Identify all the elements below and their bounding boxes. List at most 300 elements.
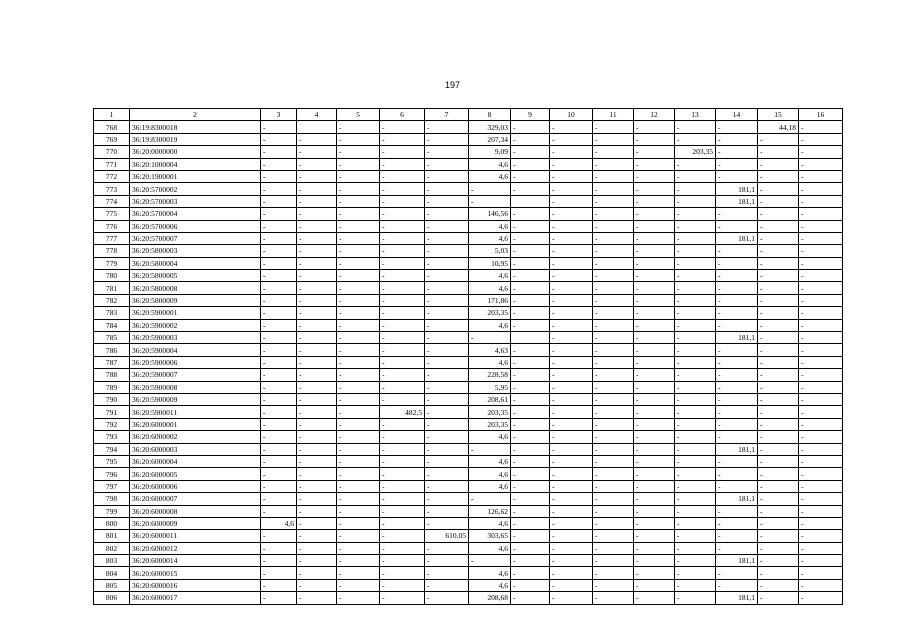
table-cell: - bbox=[550, 220, 593, 232]
column-header: 6 bbox=[380, 109, 425, 121]
row-number-cell: 804 bbox=[94, 567, 130, 579]
table-cell: - bbox=[261, 245, 297, 257]
table-cell: - bbox=[634, 406, 675, 418]
table-cell: - bbox=[634, 257, 675, 269]
table-cell: - bbox=[799, 455, 843, 467]
table-cell: 4,6 bbox=[469, 517, 511, 529]
column-header: 1 bbox=[94, 109, 130, 121]
table-cell: 181,1 bbox=[716, 195, 758, 207]
row-number-cell: 799 bbox=[94, 505, 130, 517]
table-cell: - bbox=[297, 220, 337, 232]
table-cell: - bbox=[550, 542, 593, 554]
table-cell: - bbox=[675, 443, 716, 455]
table-cell: - bbox=[337, 431, 380, 443]
table-cell: 4,6 bbox=[469, 170, 511, 182]
table-cell: - bbox=[425, 195, 469, 207]
table-cell: - bbox=[261, 220, 297, 232]
table-cell: - bbox=[297, 183, 337, 195]
table-cell: - bbox=[425, 270, 469, 282]
table-cell: - bbox=[634, 517, 675, 529]
row-number-cell: 776 bbox=[94, 220, 130, 232]
table-cell: - bbox=[799, 443, 843, 455]
cadastral-number-cell: 36:20:1000004 bbox=[130, 158, 261, 170]
table-cell: - bbox=[337, 517, 380, 529]
table-cell: - bbox=[716, 579, 758, 591]
cadastral-number-cell: 36:20:6000008 bbox=[130, 505, 261, 517]
table-row bbox=[94, 257, 843, 269]
table-cell: - bbox=[380, 356, 425, 368]
table-cell: - bbox=[380, 307, 425, 319]
table-cell: - bbox=[799, 146, 843, 158]
table-cell: - bbox=[799, 232, 843, 244]
table-cell: - bbox=[337, 208, 380, 220]
table-cell: - bbox=[550, 232, 593, 244]
table-cell: - bbox=[297, 592, 337, 604]
table-cell: - bbox=[758, 332, 799, 344]
table-cell: 181,1 bbox=[716, 493, 758, 505]
table-cell: - bbox=[337, 294, 380, 306]
table-cell: - bbox=[758, 170, 799, 182]
table-cell: - bbox=[337, 146, 380, 158]
table-cell: - bbox=[380, 555, 425, 567]
table-cell: - bbox=[758, 530, 799, 542]
table-cell: - bbox=[511, 183, 550, 195]
table-cell: - bbox=[758, 493, 799, 505]
table-row bbox=[94, 555, 843, 567]
table-cell: - bbox=[634, 170, 675, 182]
table-cell: - bbox=[799, 133, 843, 145]
table-cell: - bbox=[511, 579, 550, 591]
table-cell: - bbox=[799, 220, 843, 232]
table-cell: - bbox=[380, 480, 425, 492]
table-cell: 10,95 bbox=[469, 257, 511, 269]
table-cell: - bbox=[380, 381, 425, 393]
table-cell: - bbox=[337, 418, 380, 430]
table-cell: - bbox=[425, 344, 469, 356]
table-cell: - bbox=[593, 592, 634, 604]
row-number-cell: 792 bbox=[94, 418, 130, 430]
table-cell: - bbox=[425, 133, 469, 145]
table-cell: - bbox=[634, 208, 675, 220]
row-number-cell: 806 bbox=[94, 592, 130, 604]
table-cell: - bbox=[380, 530, 425, 542]
table-cell: - bbox=[297, 170, 337, 182]
row-number-cell: 788 bbox=[94, 369, 130, 381]
table-cell: - bbox=[425, 381, 469, 393]
table-cell: - bbox=[593, 232, 634, 244]
table-cell: - bbox=[380, 431, 425, 443]
table-row bbox=[94, 356, 843, 368]
table-cell: - bbox=[425, 332, 469, 344]
table-cell: - bbox=[675, 183, 716, 195]
table-cell: - bbox=[550, 158, 593, 170]
row-number-cell: 774 bbox=[94, 195, 130, 207]
table-cell: - bbox=[675, 480, 716, 492]
table-body bbox=[94, 121, 843, 604]
table-cell: 181,1 bbox=[716, 555, 758, 567]
table-row bbox=[94, 517, 843, 529]
table-cell: 4,6 bbox=[469, 232, 511, 244]
table-cell: - bbox=[716, 381, 758, 393]
table-cell: - bbox=[297, 319, 337, 331]
table-cell: - bbox=[799, 356, 843, 368]
table-cell: - bbox=[634, 443, 675, 455]
table-cell bbox=[511, 332, 550, 344]
table-cell: - bbox=[758, 480, 799, 492]
table-cell: - bbox=[550, 270, 593, 282]
table-cell: - bbox=[758, 356, 799, 368]
table-cell: - bbox=[297, 455, 337, 467]
table-cell: - bbox=[799, 332, 843, 344]
cadastral-number-cell: 36:20:5900009 bbox=[130, 393, 261, 405]
table-cell: - bbox=[469, 493, 511, 505]
table-cell: - bbox=[297, 282, 337, 294]
table-cell: - bbox=[337, 555, 380, 567]
table-cell: - bbox=[380, 455, 425, 467]
table-cell: - bbox=[380, 579, 425, 591]
table-cell: - bbox=[716, 455, 758, 467]
table-cell: - bbox=[675, 282, 716, 294]
table-cell: - bbox=[634, 555, 675, 567]
table-cell: - bbox=[337, 381, 380, 393]
table-cell: - bbox=[593, 332, 634, 344]
table-cell: - bbox=[425, 393, 469, 405]
table-cell: - bbox=[550, 455, 593, 467]
table-cell: - bbox=[634, 195, 675, 207]
row-number-cell: 791 bbox=[94, 406, 130, 418]
table-cell: - bbox=[380, 369, 425, 381]
table-cell: - bbox=[758, 245, 799, 257]
cadastral-number-cell: 36:20:6000004 bbox=[130, 455, 261, 467]
table-cell: - bbox=[634, 232, 675, 244]
table-cell: - bbox=[425, 208, 469, 220]
cadastral-number-cell: 36:20:6000006 bbox=[130, 480, 261, 492]
table-cell: - bbox=[380, 505, 425, 517]
table-row bbox=[94, 208, 843, 220]
table-cell: 4,6 bbox=[469, 579, 511, 591]
table-cell: - bbox=[297, 530, 337, 542]
table-cell: - bbox=[716, 505, 758, 517]
table-cell: - bbox=[297, 294, 337, 306]
table-cell: - bbox=[634, 270, 675, 282]
table-cell: - bbox=[758, 555, 799, 567]
table-cell: - bbox=[758, 307, 799, 319]
table-cell: - bbox=[511, 468, 550, 480]
table-cell: - bbox=[261, 468, 297, 480]
table-cell: - bbox=[261, 282, 297, 294]
table-cell: - bbox=[758, 517, 799, 529]
table-cell: - bbox=[550, 183, 593, 195]
table-cell: - bbox=[593, 505, 634, 517]
table-cell: - bbox=[799, 406, 843, 418]
table-cell: - bbox=[593, 480, 634, 492]
table-cell: 181,1 bbox=[716, 592, 758, 604]
table-cell: - bbox=[550, 505, 593, 517]
table-cell: - bbox=[425, 418, 469, 430]
table-cell: 4,6 bbox=[469, 220, 511, 232]
table-cell: - bbox=[716, 208, 758, 220]
table-cell: - bbox=[634, 393, 675, 405]
table-cell: - bbox=[550, 294, 593, 306]
table-cell: - bbox=[337, 332, 380, 344]
table-cell: - bbox=[799, 381, 843, 393]
table-cell: - bbox=[716, 431, 758, 443]
cadastral-number-cell: 36:20:5900007 bbox=[130, 369, 261, 381]
table-cell: - bbox=[716, 418, 758, 430]
table-cell: - bbox=[716, 170, 758, 182]
table-cell: - bbox=[634, 294, 675, 306]
table-cell: - bbox=[634, 567, 675, 579]
table-row bbox=[94, 146, 843, 158]
table-cell: 44,18 bbox=[758, 121, 799, 133]
table-cell: - bbox=[425, 455, 469, 467]
table-cell: - bbox=[550, 121, 593, 133]
table-cell: - bbox=[675, 555, 716, 567]
table-cell: - bbox=[297, 443, 337, 455]
table-cell: - bbox=[297, 344, 337, 356]
table-cell: - bbox=[337, 567, 380, 579]
row-number-cell: 784 bbox=[94, 319, 130, 331]
table-cell: - bbox=[380, 257, 425, 269]
cadastral-number-cell: 36:20:6000015 bbox=[130, 567, 261, 579]
table-cell: - bbox=[337, 579, 380, 591]
row-number-cell: 803 bbox=[94, 555, 130, 567]
table-cell: 4,6 bbox=[469, 455, 511, 467]
table-cell: - bbox=[550, 146, 593, 158]
table-cell: - bbox=[337, 220, 380, 232]
table-cell: - bbox=[511, 555, 550, 567]
table-cell: - bbox=[758, 220, 799, 232]
cadastral-number-cell: 36:20:5800008 bbox=[130, 282, 261, 294]
table-cell: - bbox=[380, 493, 425, 505]
table-cell: - bbox=[799, 542, 843, 554]
table-cell: - bbox=[261, 294, 297, 306]
table-cell: - bbox=[593, 555, 634, 567]
table-cell: - bbox=[261, 480, 297, 492]
table-cell: - bbox=[511, 393, 550, 405]
cadastral-number-cell: 36:20:6000016 bbox=[130, 579, 261, 591]
table-cell: - bbox=[593, 443, 634, 455]
table-cell: - bbox=[675, 530, 716, 542]
cadastral-number-cell: 36:19:8300019 bbox=[130, 133, 261, 145]
row-number-cell: 785 bbox=[94, 332, 130, 344]
table-cell: - bbox=[337, 443, 380, 455]
table-cell: - bbox=[297, 133, 337, 145]
table-cell: - bbox=[550, 344, 593, 356]
table-cell: - bbox=[799, 282, 843, 294]
table-cell: 4,6 bbox=[469, 356, 511, 368]
table-cell: - bbox=[511, 431, 550, 443]
table-cell: - bbox=[425, 319, 469, 331]
table-cell: - bbox=[593, 270, 634, 282]
table-row bbox=[94, 567, 843, 579]
table-row bbox=[94, 542, 843, 554]
table-cell: - bbox=[261, 406, 297, 418]
table-cell: - bbox=[799, 418, 843, 430]
table-cell: - bbox=[799, 319, 843, 331]
table-cell: - bbox=[550, 195, 593, 207]
cadastral-number-cell: 36:20:6000002 bbox=[130, 431, 261, 443]
table-cell: - bbox=[716, 133, 758, 145]
column-header: 3 bbox=[261, 109, 297, 121]
cadastral-number-cell: 36:20:6000011 bbox=[130, 530, 261, 542]
cadastral-number-cell: 36:20:6000012 bbox=[130, 542, 261, 554]
table-cell: - bbox=[550, 468, 593, 480]
table-cell: - bbox=[634, 133, 675, 145]
table-row bbox=[94, 133, 843, 145]
table-cell: - bbox=[297, 542, 337, 554]
table-cell: - bbox=[593, 455, 634, 467]
table-cell: - bbox=[675, 579, 716, 591]
table-row bbox=[94, 418, 843, 430]
table-cell: - bbox=[261, 232, 297, 244]
table-cell: - bbox=[380, 121, 425, 133]
table-cell: - bbox=[511, 121, 550, 133]
column-header: 5 bbox=[337, 109, 380, 121]
table-cell: - bbox=[593, 418, 634, 430]
table-cell: - bbox=[675, 208, 716, 220]
table-cell: - bbox=[593, 319, 634, 331]
table-cell: 203,35 bbox=[675, 146, 716, 158]
table-cell: - bbox=[716, 245, 758, 257]
table-cell: - bbox=[261, 270, 297, 282]
table-cell: - bbox=[469, 332, 511, 344]
table-cell: - bbox=[261, 183, 297, 195]
table-cell: - bbox=[261, 505, 297, 517]
table-cell: - bbox=[799, 208, 843, 220]
table-row bbox=[94, 170, 843, 182]
table-cell: - bbox=[425, 158, 469, 170]
table-cell: - bbox=[799, 505, 843, 517]
table-cell: - bbox=[550, 493, 593, 505]
table-cell: - bbox=[593, 158, 634, 170]
table-cell: - bbox=[675, 344, 716, 356]
table-cell: - bbox=[716, 530, 758, 542]
table-row bbox=[94, 195, 843, 207]
table-cell: - bbox=[550, 282, 593, 294]
table-cell: - bbox=[675, 468, 716, 480]
table-cell: - bbox=[634, 468, 675, 480]
data-table bbox=[93, 108, 843, 605]
table-cell: - bbox=[799, 517, 843, 529]
table-cell: - bbox=[593, 146, 634, 158]
table-cell: - bbox=[550, 170, 593, 182]
table-cell: - bbox=[297, 369, 337, 381]
table-cell: - bbox=[550, 517, 593, 529]
table-cell: - bbox=[593, 220, 634, 232]
table-cell: - bbox=[550, 480, 593, 492]
table-cell: - bbox=[261, 579, 297, 591]
table-cell: - bbox=[550, 356, 593, 368]
table-cell: - bbox=[675, 406, 716, 418]
table-cell: - bbox=[380, 344, 425, 356]
table-cell: - bbox=[380, 319, 425, 331]
table-cell: - bbox=[758, 443, 799, 455]
table-cell: - bbox=[550, 257, 593, 269]
table-cell: - bbox=[758, 158, 799, 170]
table-cell: - bbox=[550, 567, 593, 579]
table-cell: - bbox=[550, 592, 593, 604]
table-cell: - bbox=[337, 542, 380, 554]
table-cell: - bbox=[380, 133, 425, 145]
table-cell: - bbox=[337, 505, 380, 517]
table-row bbox=[94, 381, 843, 393]
table-cell: - bbox=[675, 270, 716, 282]
table-cell: - bbox=[675, 307, 716, 319]
table-cell: - bbox=[380, 270, 425, 282]
row-number-cell: 800 bbox=[94, 517, 130, 529]
row-number-cell: 779 bbox=[94, 257, 130, 269]
table-cell: - bbox=[675, 505, 716, 517]
table-cell: - bbox=[337, 344, 380, 356]
table-cell: - bbox=[716, 369, 758, 381]
table-row bbox=[94, 431, 843, 443]
table-cell: - bbox=[337, 393, 380, 405]
table-cell: - bbox=[297, 393, 337, 405]
table-cell: 303,65 bbox=[469, 530, 511, 542]
table-cell: - bbox=[550, 555, 593, 567]
table-row bbox=[94, 220, 843, 232]
table-cell: - bbox=[716, 406, 758, 418]
table-cell: - bbox=[297, 505, 337, 517]
table-cell bbox=[297, 121, 337, 133]
table-cell: - bbox=[716, 146, 758, 158]
table-cell: - bbox=[799, 183, 843, 195]
table-cell: - bbox=[799, 121, 843, 133]
table-cell: - bbox=[380, 158, 425, 170]
table-cell: - bbox=[758, 183, 799, 195]
table-cell: - bbox=[758, 455, 799, 467]
table-cell: - bbox=[799, 393, 843, 405]
table-cell: - bbox=[469, 183, 511, 195]
table-cell: - bbox=[634, 530, 675, 542]
row-number-cell: 775 bbox=[94, 208, 130, 220]
table-cell: - bbox=[425, 307, 469, 319]
table-cell: 4,6 bbox=[469, 319, 511, 331]
table-cell: - bbox=[550, 406, 593, 418]
table-cell: - bbox=[425, 406, 469, 418]
table-cell: - bbox=[593, 493, 634, 505]
table-cell: - bbox=[799, 245, 843, 257]
table-cell: - bbox=[550, 332, 593, 344]
row-number-cell: 778 bbox=[94, 245, 130, 257]
table-cell: - bbox=[799, 579, 843, 591]
table-cell: - bbox=[593, 245, 634, 257]
table-cell: - bbox=[425, 232, 469, 244]
table-cell: - bbox=[758, 133, 799, 145]
table-cell: - bbox=[634, 158, 675, 170]
table-cell: - bbox=[511, 381, 550, 393]
table-cell: - bbox=[675, 418, 716, 430]
table-cell: - bbox=[297, 146, 337, 158]
table-cell: - bbox=[716, 567, 758, 579]
table-cell: - bbox=[634, 121, 675, 133]
table-cell: - bbox=[716, 356, 758, 368]
table-cell: - bbox=[261, 418, 297, 430]
table-cell: - bbox=[675, 493, 716, 505]
table-cell: - bbox=[297, 257, 337, 269]
table-cell: - bbox=[758, 232, 799, 244]
table-cell: - bbox=[425, 431, 469, 443]
column-header: 8 bbox=[469, 109, 511, 121]
table-cell: - bbox=[593, 133, 634, 145]
table-cell: - bbox=[261, 195, 297, 207]
row-number-cell: 794 bbox=[94, 443, 130, 455]
cadastral-number-cell: 36:20:5900004 bbox=[130, 344, 261, 356]
table-cell: - bbox=[511, 245, 550, 257]
table-row bbox=[94, 319, 843, 331]
table-cell: - bbox=[758, 270, 799, 282]
